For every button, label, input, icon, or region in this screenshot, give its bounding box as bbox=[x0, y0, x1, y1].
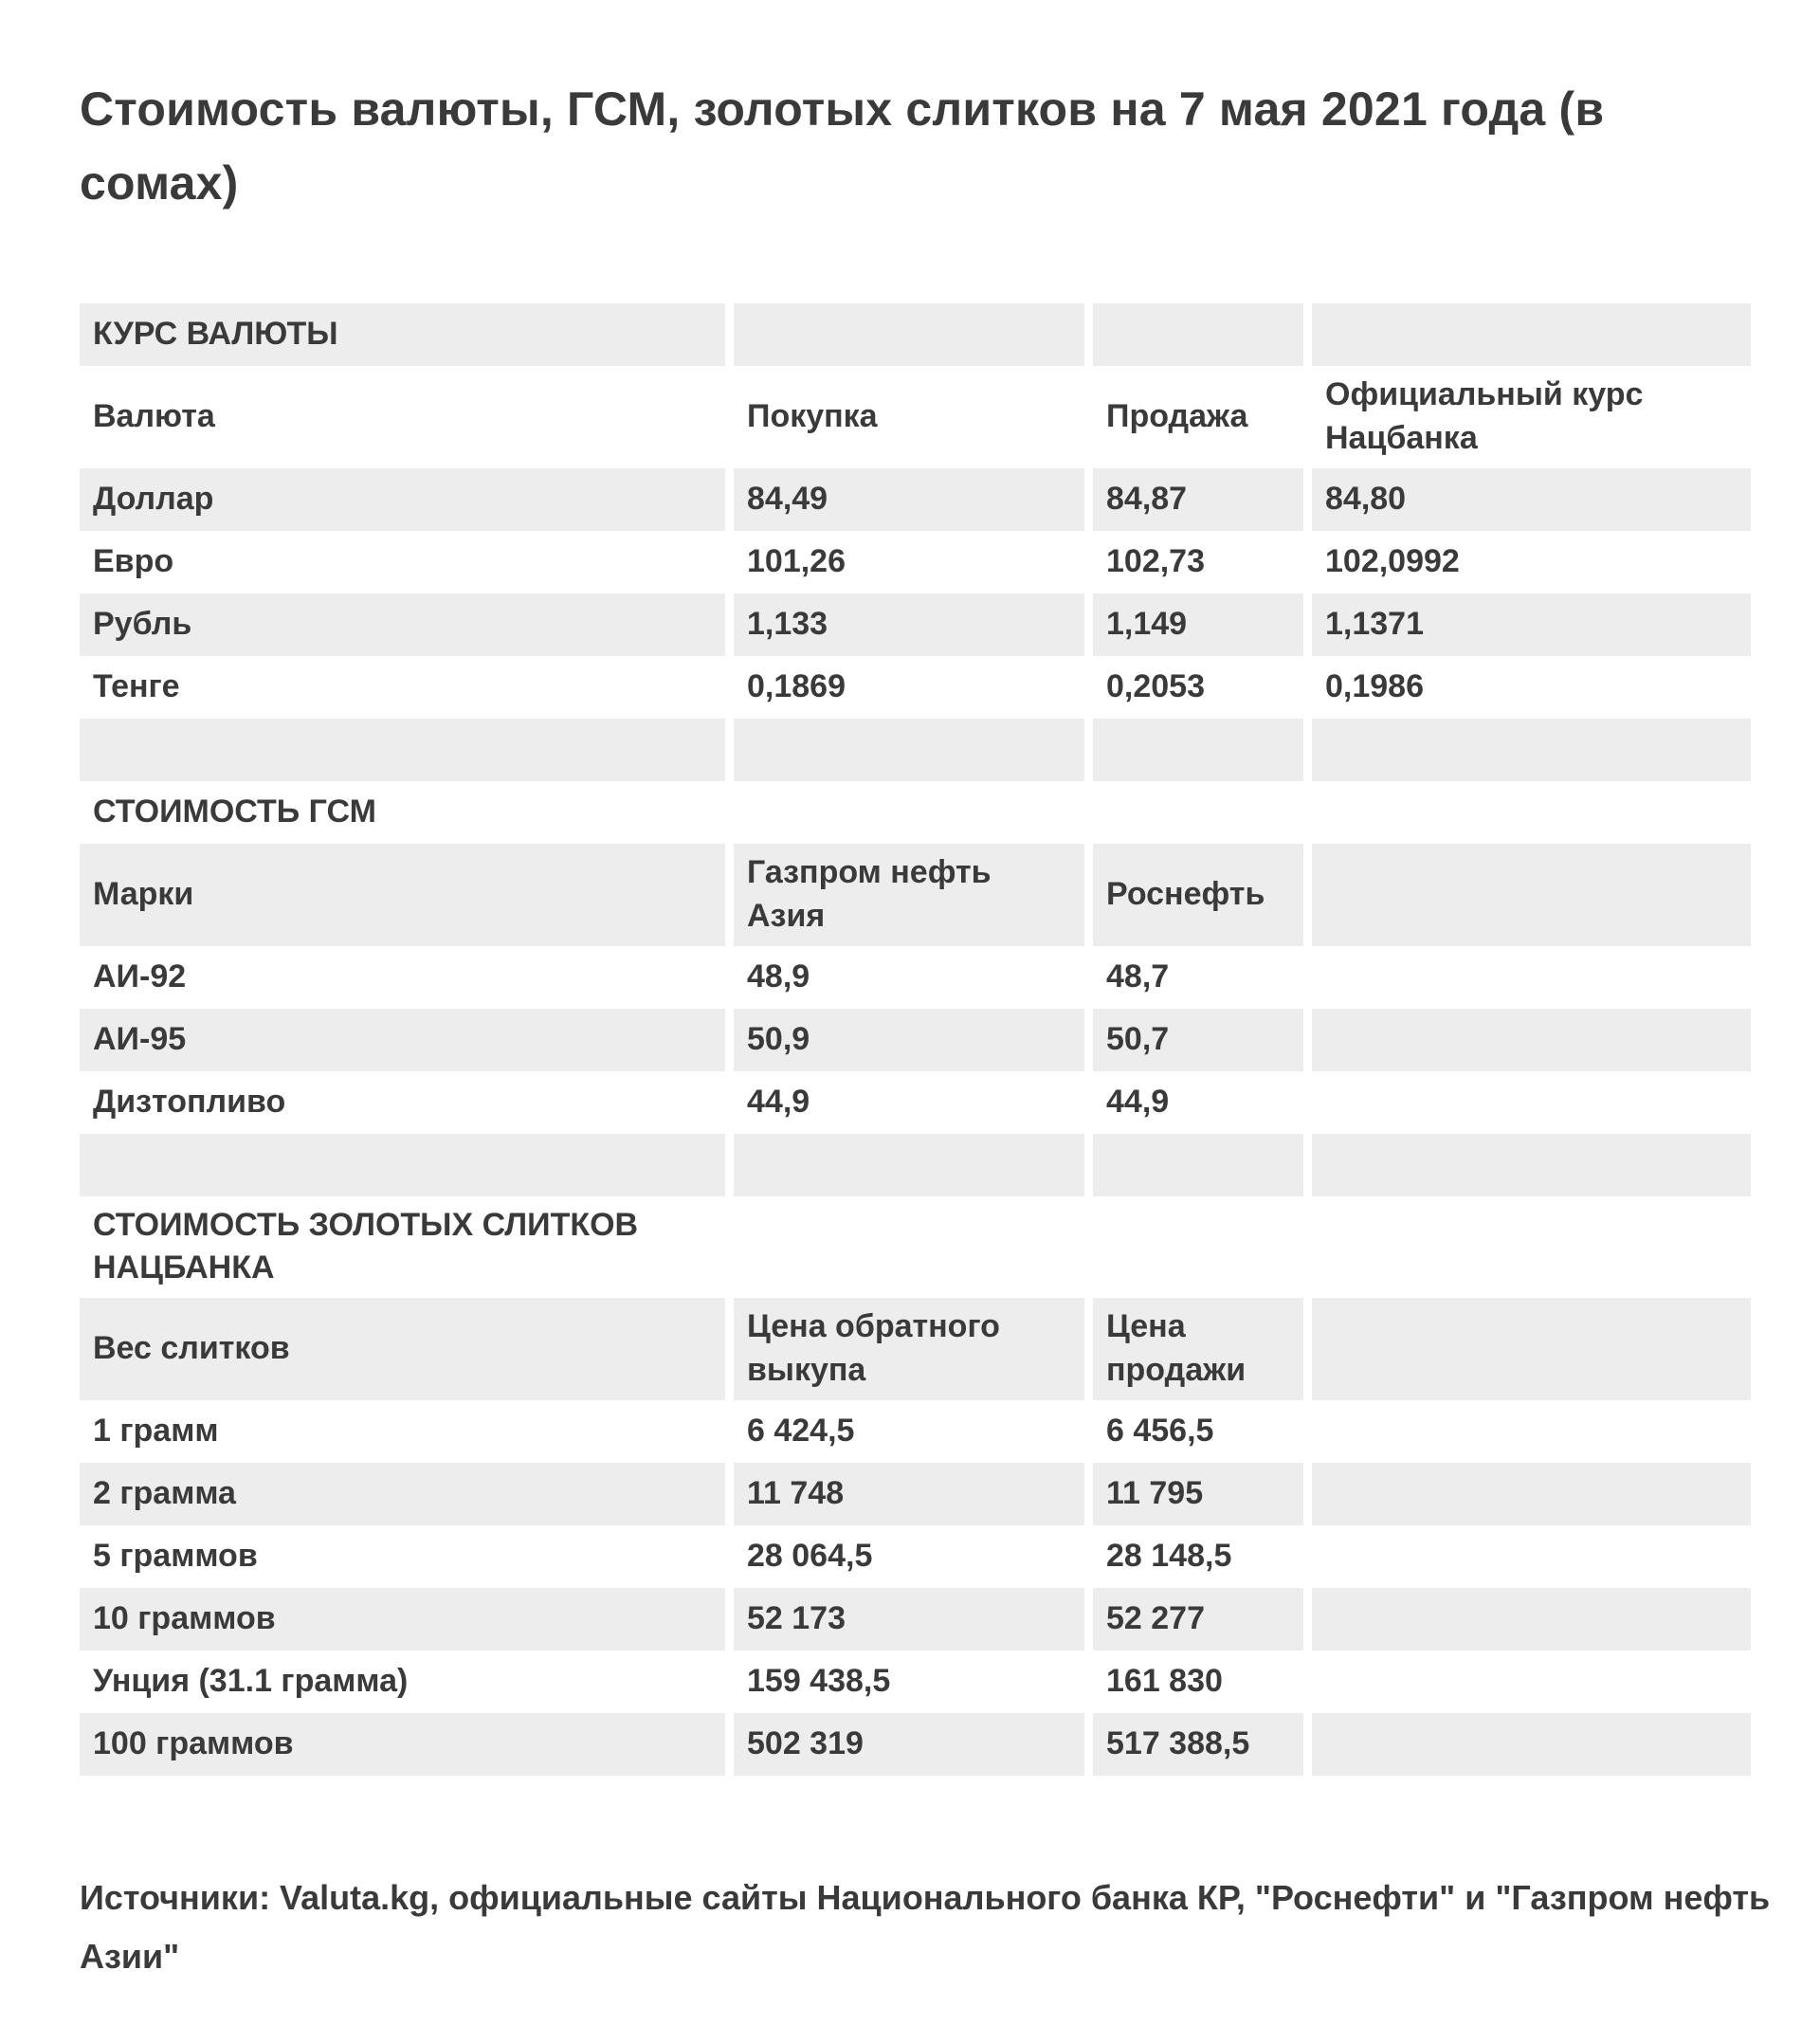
row-label-text: Унция (31.1 грамма) bbox=[93, 1663, 409, 1700]
empty-cell bbox=[1312, 1713, 1751, 1776]
value-cell bbox=[734, 531, 1084, 593]
value-cell-text: 102,0992 bbox=[1325, 542, 1460, 579]
value-cell bbox=[1093, 946, 1303, 1009]
empty-cell bbox=[1312, 1525, 1751, 1588]
row-label bbox=[80, 593, 725, 656]
data-row bbox=[80, 1525, 1751, 1588]
value-cell-text: 6 424,5 bbox=[747, 1413, 855, 1450]
data-row bbox=[80, 1071, 1751, 1134]
data-row bbox=[80, 656, 1751, 719]
value-cell-text: 11 795 bbox=[1106, 1475, 1204, 1512]
column-header-text: Продажа bbox=[1106, 397, 1248, 434]
value-cell-text: 6 456,5 bbox=[1106, 1413, 1214, 1450]
row-label bbox=[80, 1525, 725, 1588]
empty-cell bbox=[1312, 1400, 1751, 1463]
value-cell bbox=[1312, 468, 1751, 531]
value-cell-text: 1,1371 bbox=[1325, 605, 1424, 642]
row-label bbox=[80, 1400, 725, 1463]
value-cell bbox=[734, 1713, 1084, 1776]
page-title: Стоимость валюты, ГСМ, золотых слитков на 7 мая 2021 года (в сомах) bbox=[80, 82, 1605, 210]
value-cell bbox=[734, 468, 1084, 531]
column-header-text: Официальный курс Нацбанка bbox=[1325, 376, 1644, 456]
value-cell-text: 102,73 bbox=[1106, 542, 1205, 579]
data-row bbox=[80, 1651, 1751, 1713]
empty-cell bbox=[1312, 946, 1751, 1009]
value-cell bbox=[1093, 1525, 1303, 1588]
value-cell-text: 159 438,5 bbox=[747, 1663, 891, 1700]
value-cell-text: 52 173 bbox=[747, 1600, 846, 1637]
section-heading-row bbox=[80, 303, 1751, 366]
column-header bbox=[1312, 366, 1751, 468]
column-header bbox=[80, 366, 725, 468]
value-cell bbox=[734, 1400, 1084, 1463]
empty-cell bbox=[734, 781, 1084, 844]
column-header bbox=[1093, 366, 1303, 468]
rates-table bbox=[80, 303, 1751, 1776]
column-header-text: Марки bbox=[93, 875, 194, 912]
value-cell-text: 84,49 bbox=[747, 480, 828, 517]
value-cell bbox=[1093, 1713, 1303, 1776]
value-cell-text: 44,9 bbox=[1106, 1083, 1170, 1120]
row-label bbox=[80, 1651, 725, 1713]
empty-cell bbox=[1312, 1588, 1751, 1651]
value-cell-text: 44,9 bbox=[747, 1083, 810, 1120]
value-cell bbox=[1093, 1009, 1303, 1071]
value-cell bbox=[1093, 1588, 1303, 1651]
empty-cell bbox=[1093, 1134, 1303, 1196]
value-cell-text: 28 148,5 bbox=[1106, 1538, 1232, 1575]
empty-cell bbox=[1312, 844, 1751, 946]
value-cell-text: 517 388,5 bbox=[1106, 1725, 1250, 1762]
value-cell-text: 0,2053 bbox=[1106, 667, 1205, 704]
row-label-text: Рубль bbox=[93, 605, 192, 642]
value-cell bbox=[1093, 531, 1303, 593]
row-label-text: Евро bbox=[93, 542, 174, 579]
row-label-text: АИ-92 bbox=[93, 958, 187, 994]
value-cell bbox=[734, 946, 1084, 1009]
empty-cell bbox=[80, 1134, 725, 1196]
value-cell-text: 48,7 bbox=[1106, 958, 1170, 994]
row-label-text: Доллар bbox=[93, 480, 214, 517]
value-cell bbox=[1312, 593, 1751, 656]
section-heading-row bbox=[80, 1196, 1751, 1299]
row-label-text: Тенге bbox=[93, 667, 180, 704]
value-cell-text: 50,7 bbox=[1106, 1020, 1170, 1057]
column-header bbox=[1093, 1298, 1303, 1400]
source-note: Источники: Valuta.kg, официальные сайты Национального банка КР, "Роснефти" и "Газпром нефть Азии" bbox=[80, 1878, 1771, 1977]
column-header-row bbox=[80, 366, 1751, 468]
empty-cell bbox=[734, 1196, 1084, 1299]
row-label bbox=[80, 1071, 725, 1134]
row-label-text: 5 граммов bbox=[93, 1538, 258, 1575]
empty-cell bbox=[734, 719, 1084, 781]
section-heading-text: КУРС ВАЛЮТЫ bbox=[93, 316, 338, 353]
empty-cell bbox=[80, 719, 725, 781]
empty-cell bbox=[734, 303, 1084, 366]
value-cell bbox=[734, 1525, 1084, 1588]
empty-cell bbox=[1093, 781, 1303, 844]
value-cell bbox=[1093, 593, 1303, 656]
data-row bbox=[80, 946, 1751, 1009]
empty-cell bbox=[1312, 1071, 1751, 1134]
column-header bbox=[734, 844, 1084, 946]
column-header-text: Вес слитков bbox=[93, 1330, 290, 1367]
column-header-row bbox=[80, 844, 1751, 946]
value-cell-text: 161 830 bbox=[1106, 1663, 1223, 1700]
value-cell-text: 1,133 bbox=[747, 605, 828, 642]
row-label-text: АИ-95 bbox=[93, 1020, 187, 1057]
empty-cell bbox=[1093, 303, 1303, 366]
value-cell bbox=[734, 1009, 1084, 1071]
column-header-text: Цена обратного выкупа bbox=[747, 1308, 1000, 1389]
section-heading-row bbox=[80, 781, 1751, 844]
value-cell bbox=[1093, 656, 1303, 719]
value-cell-text: 101,26 bbox=[747, 542, 846, 579]
empty-cell bbox=[1312, 719, 1751, 781]
value-cell bbox=[734, 1588, 1084, 1651]
empty-cell bbox=[1312, 1651, 1751, 1713]
row-label bbox=[80, 1588, 725, 1651]
column-header bbox=[734, 366, 1084, 468]
value-cell-text: 0,1986 bbox=[1325, 667, 1424, 704]
empty-cell bbox=[1312, 1196, 1751, 1299]
value-cell bbox=[1093, 468, 1303, 531]
section-heading-text: СТОИМОСТЬ ЗОЛОТЫХ СЛИТКОВ НАЦБАНКА bbox=[93, 1206, 639, 1286]
value-cell bbox=[1093, 1071, 1303, 1134]
value-cell bbox=[734, 1651, 1084, 1713]
value-cell bbox=[734, 1463, 1084, 1525]
empty-cell bbox=[1093, 719, 1303, 781]
value-cell-text: 50,9 bbox=[747, 1020, 810, 1057]
row-label-text: 100 граммов bbox=[93, 1725, 294, 1762]
value-cell bbox=[1312, 531, 1751, 593]
value-cell bbox=[1312, 656, 1751, 719]
data-row bbox=[80, 593, 1751, 656]
section-heading bbox=[80, 781, 725, 844]
column-header-text: Покупка bbox=[747, 397, 878, 434]
value-cell-text: 48,9 bbox=[747, 958, 810, 994]
value-cell-text: 502 319 bbox=[747, 1725, 864, 1762]
separator-row bbox=[80, 1134, 1751, 1196]
value-cell-text: 52 277 bbox=[1106, 1600, 1205, 1637]
data-row bbox=[80, 1588, 1751, 1651]
row-label-text: Дизтопливо bbox=[93, 1083, 286, 1120]
empty-cell bbox=[1312, 1009, 1751, 1071]
column-header-text: Валюта bbox=[93, 397, 215, 434]
column-header bbox=[1093, 844, 1303, 946]
value-cell-text: 0,1869 bbox=[747, 667, 846, 704]
row-label bbox=[80, 468, 725, 531]
value-cell bbox=[734, 593, 1084, 656]
row-label bbox=[80, 1009, 725, 1071]
empty-cell bbox=[1312, 1134, 1751, 1196]
row-label bbox=[80, 946, 725, 1009]
column-header bbox=[80, 844, 725, 946]
empty-cell bbox=[1093, 1196, 1303, 1299]
column-header bbox=[734, 1298, 1084, 1400]
value-cell-text: 84,87 bbox=[1106, 480, 1188, 517]
value-cell-text: 11 748 bbox=[747, 1475, 845, 1512]
row-label bbox=[80, 531, 725, 593]
empty-cell bbox=[1312, 1298, 1751, 1400]
separator-row bbox=[80, 719, 1751, 781]
value-cell bbox=[1093, 1651, 1303, 1713]
value-cell-text: 28 064,5 bbox=[747, 1538, 873, 1575]
row-label-text: 1 грамм bbox=[93, 1413, 219, 1450]
empty-cell bbox=[1312, 303, 1751, 366]
data-row bbox=[80, 531, 1751, 593]
value-cell bbox=[1093, 1400, 1303, 1463]
empty-cell bbox=[1312, 1463, 1751, 1525]
row-label bbox=[80, 1713, 725, 1776]
value-cell bbox=[1093, 1463, 1303, 1525]
empty-cell bbox=[734, 1134, 1084, 1196]
column-header-row bbox=[80, 1298, 1751, 1400]
empty-cell bbox=[1312, 781, 1751, 844]
row-label-text: 10 граммов bbox=[93, 1600, 276, 1637]
data-row bbox=[80, 468, 1751, 531]
column-header-text: Цена продажи bbox=[1106, 1308, 1247, 1389]
data-row bbox=[80, 1713, 1751, 1776]
column-header-text: Роснефть bbox=[1106, 875, 1265, 912]
row-label bbox=[80, 656, 725, 719]
row-label bbox=[80, 1463, 725, 1525]
data-row bbox=[80, 1463, 1751, 1525]
data-row bbox=[80, 1400, 1751, 1463]
row-label-text: 2 грамма bbox=[93, 1475, 236, 1512]
section-heading bbox=[80, 1196, 725, 1299]
value-cell bbox=[734, 1071, 1084, 1134]
column-header-text: Газпром нефть Азия bbox=[747, 853, 992, 934]
value-cell-text: 1,149 bbox=[1106, 605, 1188, 642]
data-row bbox=[80, 1009, 1751, 1071]
column-header bbox=[80, 1298, 725, 1400]
section-heading bbox=[80, 303, 725, 366]
value-cell bbox=[734, 656, 1084, 719]
value-cell-text: 84,80 bbox=[1325, 480, 1407, 517]
section-heading-text: СТОИМОСТЬ ГСМ bbox=[93, 793, 376, 830]
